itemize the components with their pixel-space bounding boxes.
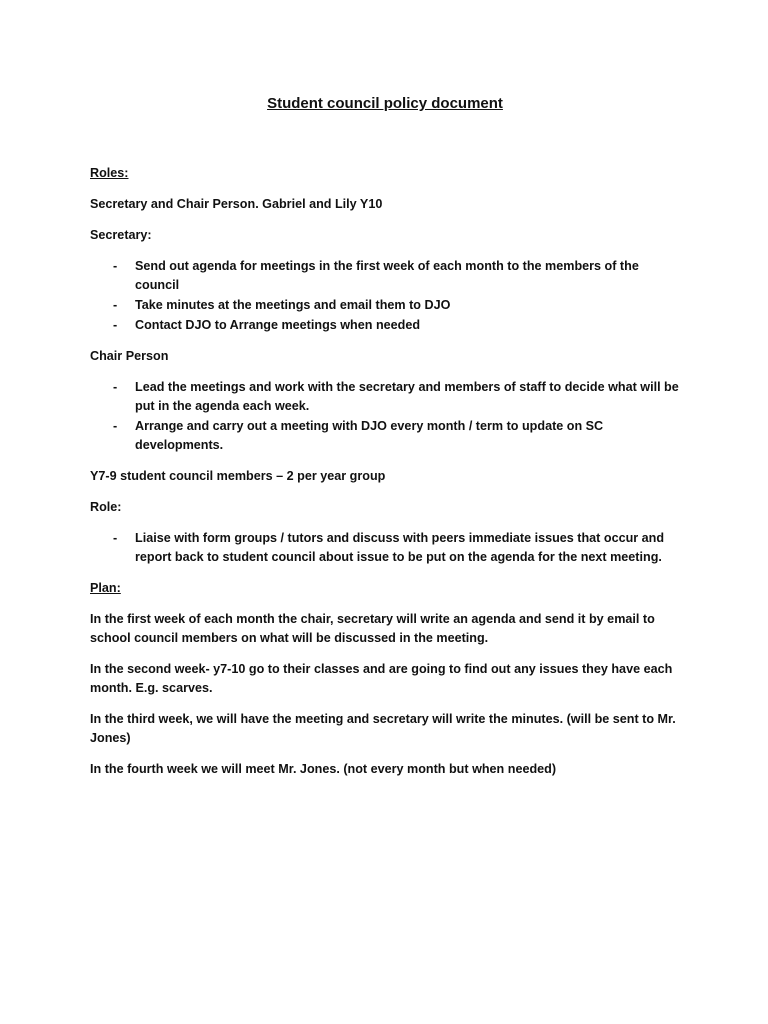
dash-bullet: - bbox=[113, 531, 118, 545]
list-item-text: Arrange and carry out a meeting with DJO every month / term to update on SC developments. bbox=[135, 419, 604, 452]
plan-paragraph: In the fourth week we will meet Mr. Jones. (not every month but when needed) bbox=[90, 762, 557, 776]
members-text: Y7-9 student council members – 2 per year group bbox=[90, 469, 386, 483]
list-item bbox=[90, 529, 680, 567]
list-item-text: Liaise with form groups / tutors and discuss with peers immediate issues that occur and report back to student council about issue to be put on the agenda for the next meeting. bbox=[135, 531, 665, 564]
dash-bullet: - bbox=[113, 298, 118, 312]
list-item-text: Contact DJO to Arrange meetings when needed bbox=[135, 318, 421, 332]
list-item bbox=[90, 316, 680, 335]
list-item-text: Lead the meetings and work with the secretary and members of staff to decide what will be put in the agenda each week. bbox=[135, 380, 679, 413]
dash-bullet: - bbox=[113, 259, 118, 273]
plan-paragraph: In the third week, we will have the meeting and secretary will write the minutes. (will be sent to Mr. Jones) bbox=[90, 712, 676, 745]
secretary-list bbox=[90, 257, 680, 335]
dash-bullet: - bbox=[113, 419, 118, 433]
list-item bbox=[90, 296, 680, 315]
plan-heading: Plan: bbox=[90, 581, 121, 595]
secretary-heading: Secretary: bbox=[90, 228, 152, 242]
dash-bullet: - bbox=[113, 318, 118, 332]
document-body bbox=[90, 94, 680, 791]
role-heading: Role: bbox=[90, 500, 122, 514]
chair-list bbox=[90, 378, 680, 455]
list-item-text: Take minutes at the meetings and email them to DJO bbox=[135, 298, 451, 312]
dash-bullet: - bbox=[113, 380, 118, 394]
roles-text: Secretary and Chair Person. Gabriel and Lily Y10 bbox=[90, 197, 383, 211]
list-item bbox=[90, 417, 680, 455]
list-item bbox=[90, 257, 680, 295]
role-list bbox=[90, 529, 680, 567]
list-item-text: Send out agenda for meetings in the first week of each month to the members of the council bbox=[135, 259, 639, 292]
document-title: Student council policy document bbox=[267, 95, 503, 112]
chair-heading: Chair Person bbox=[90, 349, 169, 363]
list-item bbox=[90, 378, 680, 416]
roles-heading: Roles: bbox=[90, 166, 129, 180]
plan-paragraph: In the first week of each month the chair, secretary will write an agenda and send it by email to school council members on what will be discussed in the meeting. bbox=[90, 612, 655, 645]
plan-paragraph: In the second week- y7-10 go to their classes and are going to find out any issues they have each month. E.g. scarves. bbox=[90, 662, 673, 695]
